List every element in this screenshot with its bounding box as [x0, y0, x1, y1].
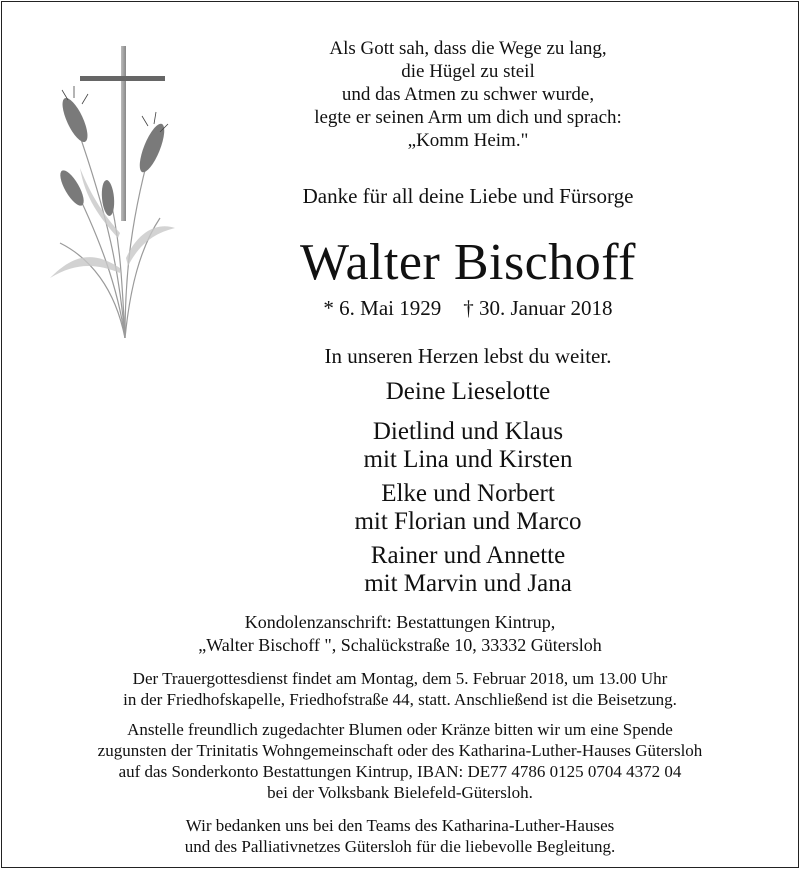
family-line: mit Marvin und Jana: [364, 570, 572, 597]
birth-date: * 6. Mai 1929: [323, 296, 442, 320]
life-dates: [168, 296, 768, 321]
service-line: Der Trauergottesdienst findet am Montag, dem 5. Februar 2018, um 13.00 Uhr: [132, 669, 668, 688]
condolence-line: Kondolenzanschrift: Bestattungen Kintrup,: [244, 612, 556, 632]
donation-line: auf das Sonderkonto Bestattungen Kintrup, IBAN: DE77 4786 0125 0704 4372 04: [118, 762, 682, 781]
closing-line: Wir bedanken uns bei den Teams des Katharina-Luther-Hauses: [185, 816, 615, 835]
closing-line: und des Palliativnetzes Gütersloh für die liebevolle Begleitung.: [184, 837, 616, 856]
poem-line: „Komm Heim.": [407, 130, 529, 151]
death-date: † 30. Januar 2018: [463, 296, 613, 320]
condolence-line: „Walter Bischoff ", Schalückstraße 10, 33332 Gütersloh: [198, 635, 602, 655]
family-line: mit Florian und Marco: [354, 508, 582, 535]
poem-line: Als Gott sah, dass die Wege zu lang,: [329, 38, 607, 59]
family-line: Rainer und Annette: [370, 542, 566, 569]
donation-line: Anstelle freundlich zugedachter Blumen oder Kränze bitten wir um eine Spende: [127, 720, 673, 739]
poem-line: legte er seinen Arm um dich und sprach:: [314, 107, 622, 128]
service-line: in der Friedhofskapelle, Friedhofstraße 44, statt. Anschließend ist die Beisetzung.: [123, 690, 677, 709]
donation-line: bei der Volksbank Bielefeld-Gütersloh.: [267, 783, 533, 802]
deceased-name: Walter Bischoff: [300, 234, 636, 291]
poem-line: die Hügel zu steil: [401, 61, 535, 82]
poem-line: und das Atmen zu schwer wurde,: [341, 84, 595, 105]
family-line: Dietlind und Klaus: [372, 418, 564, 445]
donation-line: zugunsten der Trinitatis Wohngemeinschaft oder des Katharina-Luther-Hauses Gütersloh: [97, 741, 703, 760]
family-spouse: Deine Lieselotte: [385, 378, 551, 405]
cross-with-wheat-icon: [30, 38, 180, 338]
thanks-line: Danke für all deine Liebe und Fürsorge: [302, 184, 634, 208]
farewell-line: In unseren Herzen lebst du weiter.: [324, 344, 612, 368]
family-line: mit Lina und Kirsten: [363, 446, 573, 473]
family-line: Elke und Norbert: [381, 480, 555, 507]
